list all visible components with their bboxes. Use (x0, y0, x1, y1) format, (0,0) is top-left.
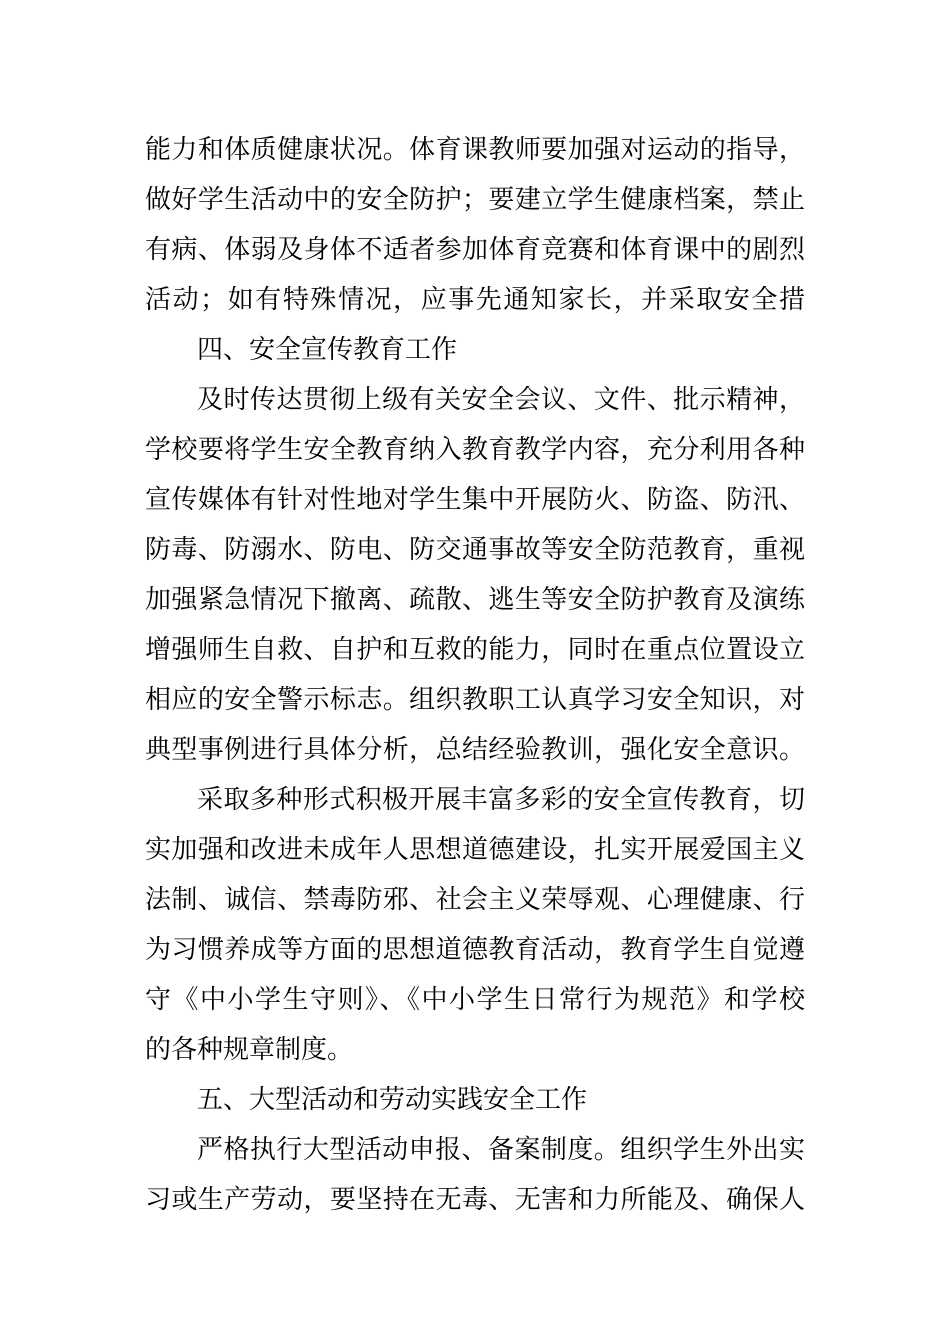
section-heading-4 (145, 325, 805, 375)
paragraph-continued (145, 125, 805, 325)
paragraph (145, 1125, 805, 1225)
text-line: 学校要将学生安全教育纳入教育教学内容，充分利用各种 (145, 435, 805, 465)
heading-text: 四、安全宣传教育工作 (197, 335, 458, 365)
text-line: 做好学生活动中的安全防护；要建立学生健康档案，禁止 (145, 185, 805, 215)
text-line: 有病、体弱及身体不适者参加体育竞赛和体育课中的剧烈 (145, 235, 805, 265)
text-line: 严格执行大型活动申报、备案制度。组织学生外出实 (197, 1135, 805, 1165)
text-line: 实加强和改进未成年人思想道德建设，扎实开展爱国主义 (145, 835, 805, 865)
text-line: 为习惯养成等方面的思想道德教育活动，教育学生自觉遵 (145, 935, 805, 965)
text-line: 典型事例进行具体分析，总结经验教训，强化安全意识。 (145, 735, 805, 765)
paragraph (145, 375, 805, 775)
text-line: 活动；如有特殊情况，应事先通知家长，并采取安全措 (145, 285, 805, 315)
text-line: 能力和体质健康状况。体育课教师要加强对运动的指导， (145, 135, 805, 165)
text-line: 守《中小学生守则》、《中小学生日常行为规范》和学校 (145, 985, 805, 1015)
text-line: 增强师生自救、自护和互救的能力，同时在重点位置设立 (145, 635, 805, 665)
paragraph (145, 775, 805, 1075)
text-line: 法制、诚信、禁毒防邪、社会主义荣辱观、心理健康、行 (145, 885, 805, 915)
text-line: 防毒、防溺水、防电、防交通事故等安全防范教育，重视 (145, 535, 805, 565)
text-line: 采取多种形式积极开展丰富多彩的安全宣传教育，切 (197, 785, 805, 815)
text-line: 相应的安全警示标志。组织教职工认真学习安全知识，对 (145, 685, 805, 715)
document-page (145, 125, 805, 1225)
text-line: 的各种规章制度。 (145, 1035, 354, 1065)
text-line: 加强紧急情况下撤离、疏散、逃生等安全防护教育及演练 (145, 585, 805, 615)
text-line: 及时传达贯彻上级有关安全会议、文件、批示精神， (197, 385, 805, 415)
heading-text: 五、大型活动和劳动实践安全工作 (197, 1085, 588, 1115)
section-heading-5 (145, 1075, 805, 1125)
text-line: 宣传媒体有针对性地对学生集中开展防火、防盗、防汛、 (145, 485, 805, 515)
text-line: 习或生产劳动，要坚持在无毒、无害和力所能及、确保人 (145, 1185, 805, 1215)
